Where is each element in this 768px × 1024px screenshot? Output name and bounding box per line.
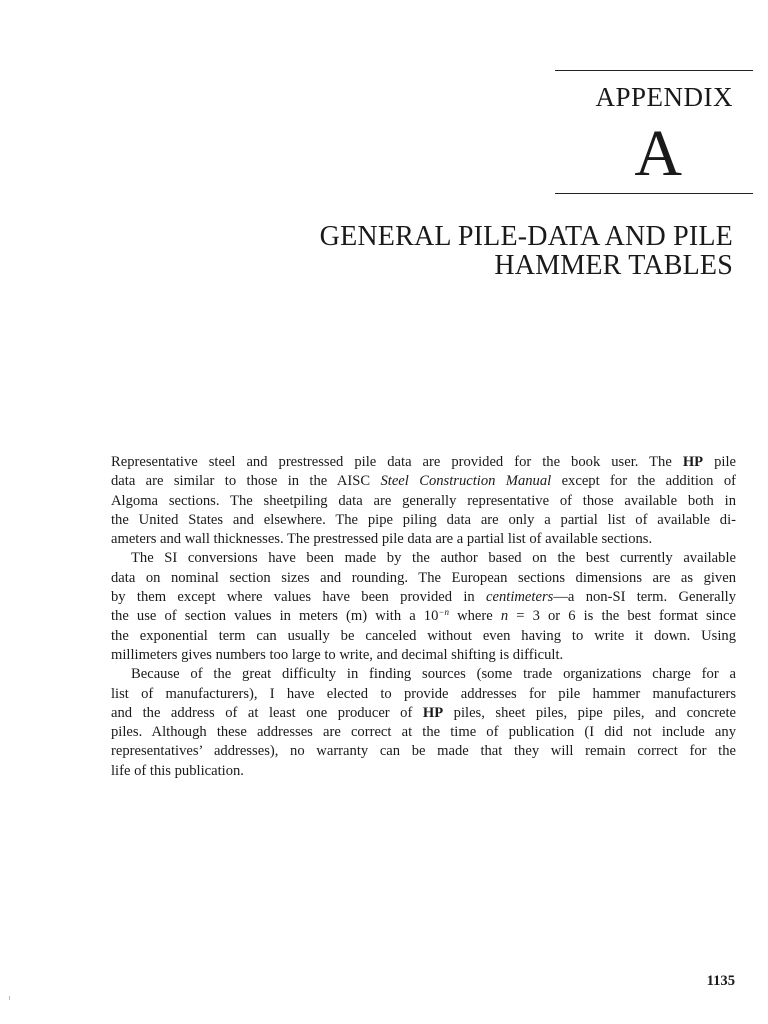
text-line: and the address of at least one producer of HP piles, sheet piles, pipe piles, and concrete [111, 704, 736, 721]
appendix-label: APPENDIX [595, 82, 733, 112]
body-text [111, 453, 736, 781]
paragraph-1 [111, 453, 736, 549]
header-rule-top [555, 70, 753, 71]
variable-n: n [500, 608, 509, 625]
hp-term: HP [682, 454, 704, 470]
centimeters-term: centimeters [486, 589, 554, 606]
text-line: list of manufacturers), I have elected to provide addresses for pile hammer manufacturers [111, 685, 736, 702]
manual-title: Steel Construction Manual [380, 473, 552, 490]
text-line: Algoma sections. The sheetpiling data are generally representative of those available both in [111, 492, 736, 509]
text-line: The SI conversions have been made by the author based on the best currently available [131, 550, 736, 567]
paragraph-2 [111, 549, 736, 665]
text-line: representatives’ addresses), no warranty can be made that they will remain correct for the [111, 743, 736, 760]
header-rule-bottom [555, 193, 753, 194]
text-line: the United States and elsewhere. The pipe piling data are only a partial list of available di- [111, 511, 736, 528]
text-line: piles. Although these addresses are correct at the time of publication (I did not include any [111, 724, 736, 741]
text-line: data are similar to those in the AISC Steel Construction Manual except for the addition of [111, 473, 737, 490]
scan-edge-mark [9, 996, 10, 1000]
text-line: data on nominal section sizes and rounding. The European sections dimensions are as given [111, 569, 736, 586]
appendix-letter: A [634, 117, 682, 190]
hp-term: HP [422, 704, 444, 721]
exponent: −n [438, 607, 449, 618]
text-line: by them except where values have been provided in centimeters—a non-SI term. Generally [111, 589, 737, 606]
page-number: 1135 [706, 973, 735, 989]
text-line: life of this publication. [111, 762, 244, 779]
chapter-title-line-1: GENERAL PILE-DATA AND PILE [319, 221, 733, 252]
text-line: the use of section values in meters (m) with a $10^{-n}$ where n = 3 or 6 is the best format since [111, 607, 736, 625]
text-line: Because of the great difficulty in finding sources (some trade organizations charge for a [131, 666, 736, 683]
text-line: the exponential term can usually be canceled without even having to write it down. Using [111, 627, 736, 644]
chapter-title-line-2: HAMMER TABLES [494, 250, 733, 281]
text-line: millimeters gives numbers too large to write, and decimal shifting is difficult. [111, 646, 564, 663]
chapter-title [213, 222, 733, 280]
text-line: ameters and wall thicknesses. The prestressed pile data are a partial list of available sections. [111, 531, 653, 548]
paragraph-3 [111, 665, 736, 781]
text-line: Representative steel and prestressed pile data are provided for the book user. The HP pile [111, 454, 736, 470]
